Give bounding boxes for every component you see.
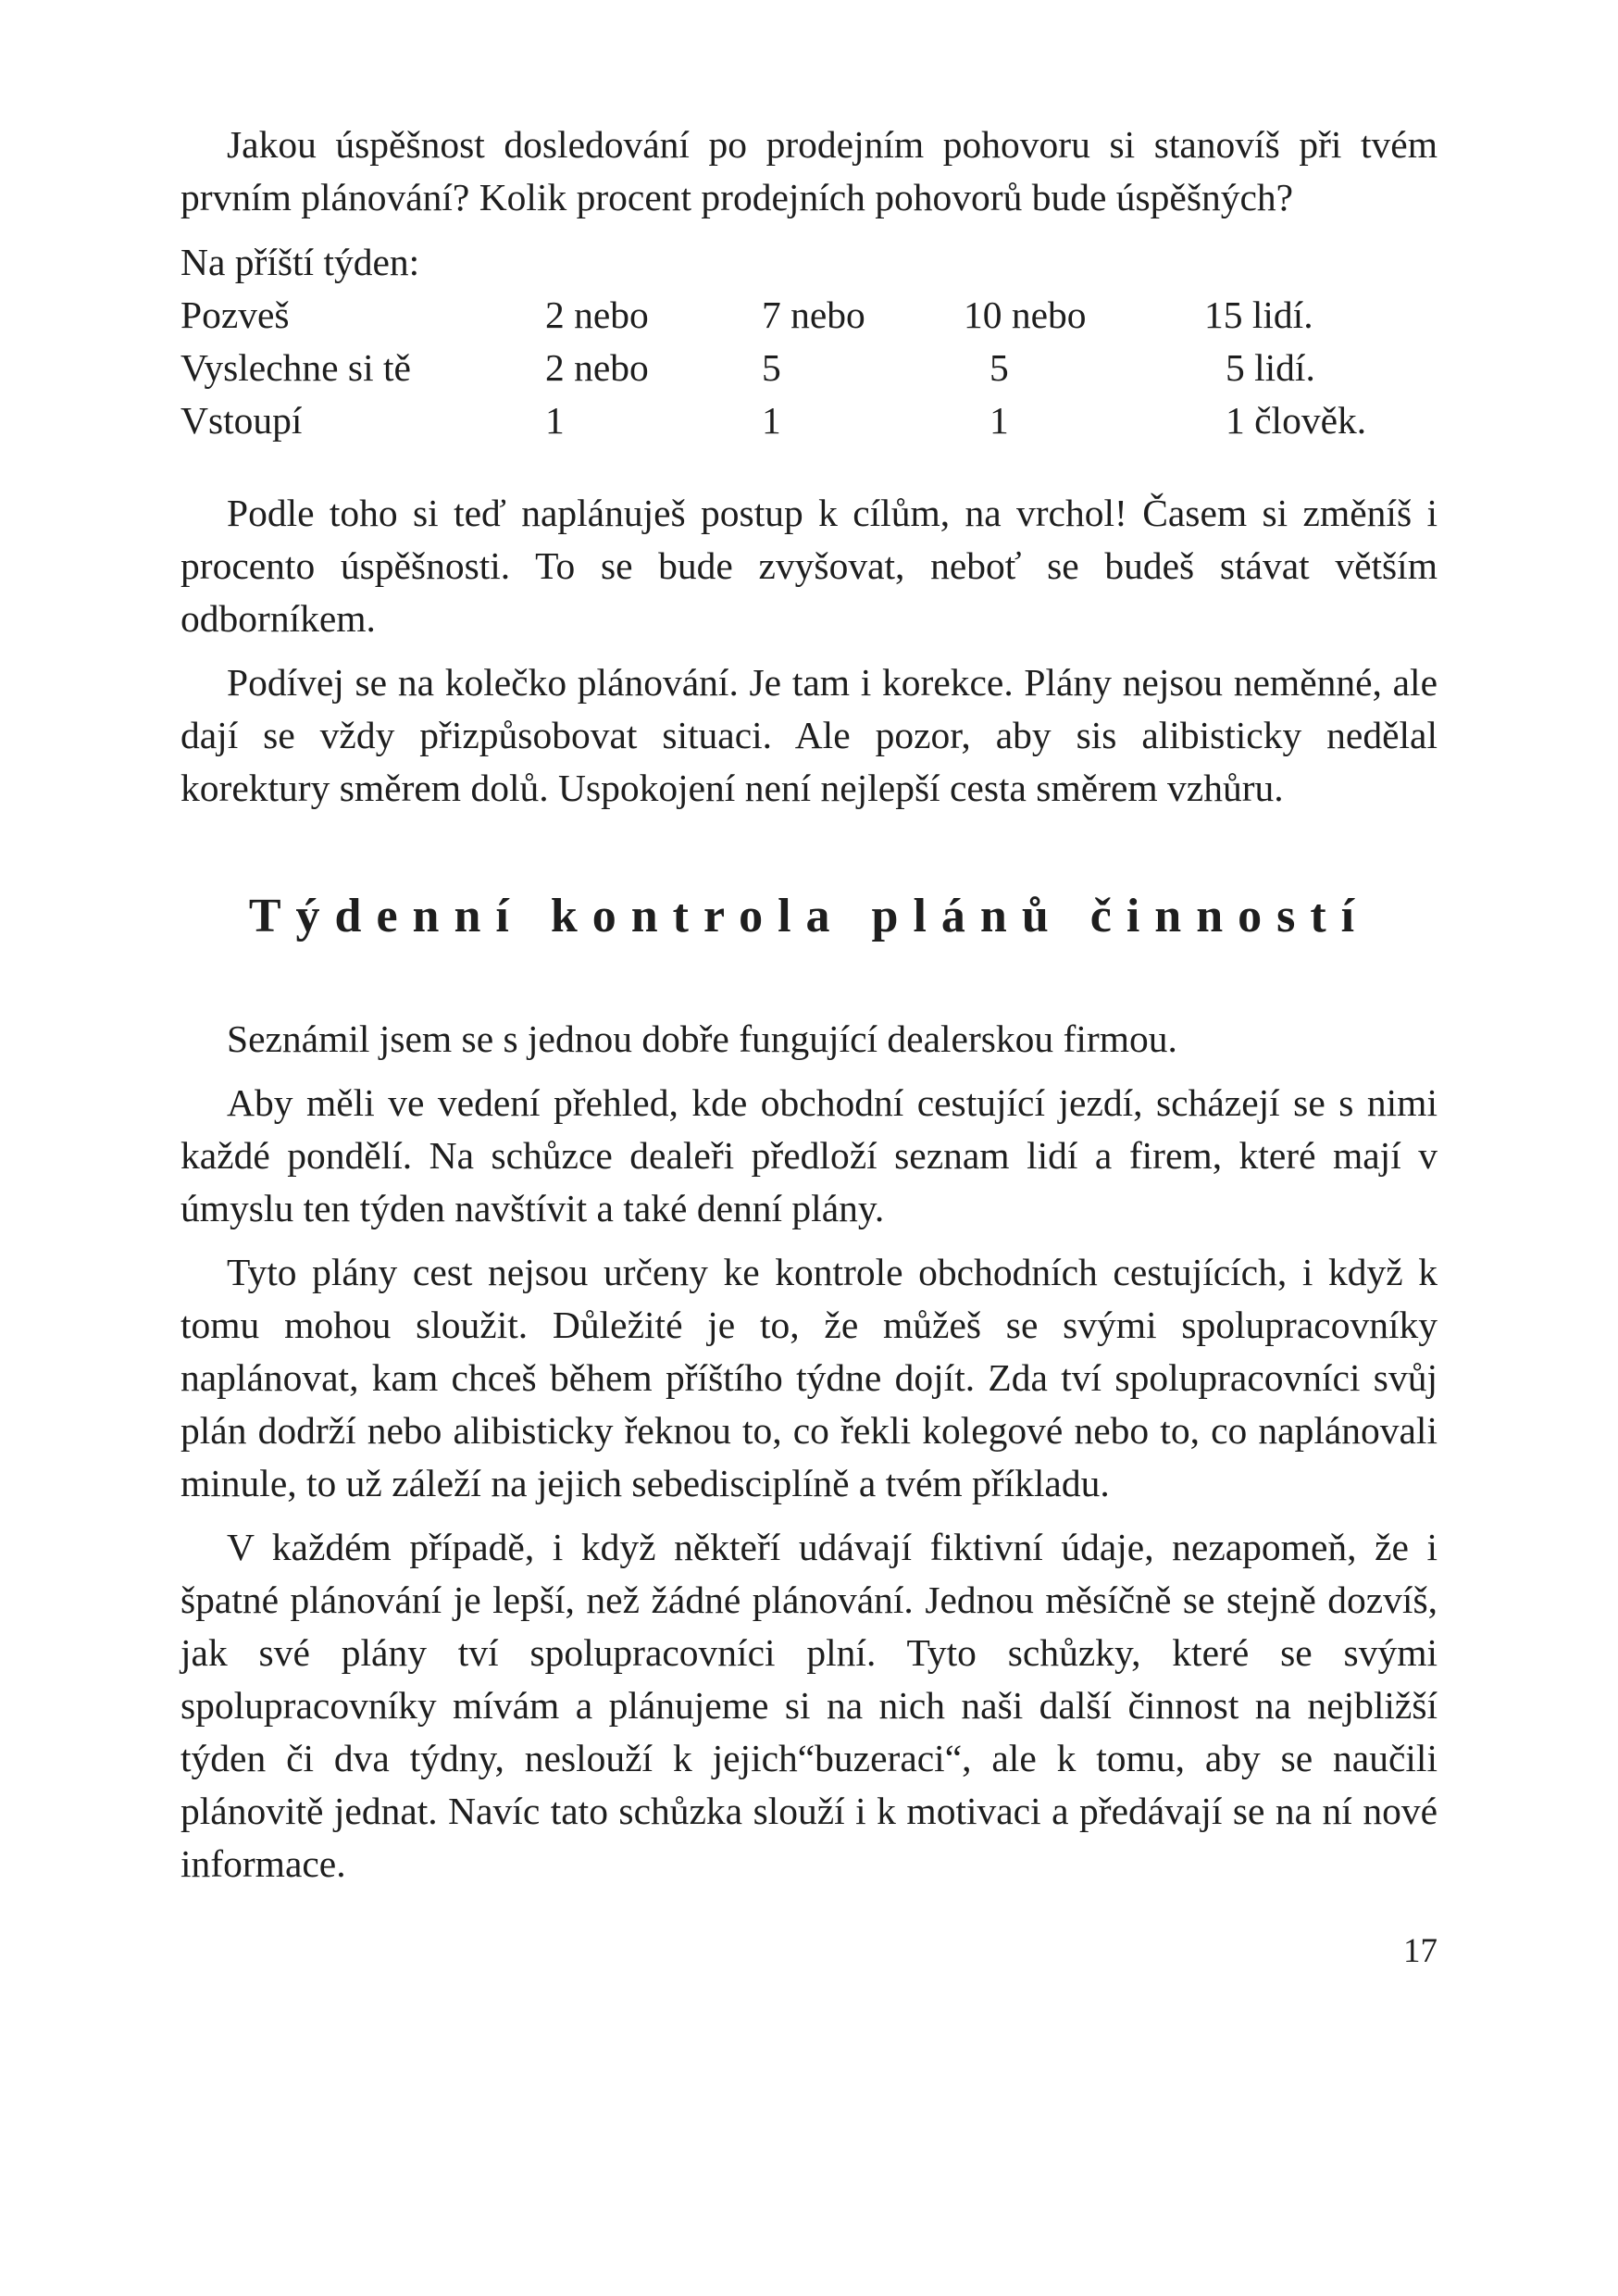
cell: 2 nebo [545,293,649,336]
cell: 5 [762,346,781,389]
cell: 5 lidí. [1226,346,1315,389]
cell: 10 nebo [964,293,1087,336]
page-number: 17 [1403,1932,1438,1970]
table-label: Na příští týden: [180,241,420,283]
intro-paragraph: Jakou úspěšnost dosledování po prodejním pohovoru si stanovíš při tvém prvním plánování? Kolik procent prodejních pohovorů bude úspěšných? [180,123,1438,218]
table-row [180,394,1438,447]
row-label: Vyslechne si tě [180,346,411,389]
plan-table [180,236,1438,447]
intro-paragraph: Podle toho si teď naplánuješ postup k cílům, na vrchol! Časem si změníš i procento úspěšnosti. To se bude zvyšovat, neboť se budeš stávat větším odborníkem. [180,492,1438,640]
table-caption [180,236,1438,289]
cell: 2 nebo [545,346,649,389]
row-label: Vstoupí [180,399,303,442]
cell: 1 člověk. [1226,399,1367,442]
section-paragraph: Tyto plány cest nejsou určeny ke kontrole obchodních cestujících, i když k tomu mohou sloužit. Důležité je to, že můžeš se svými spolupracovníky naplánovat, kam chceš během příštího týdne dojít. Zda tví spolupracovníci svůj plán dodrží nebo alibisticky řeknou to, co řekli kolegové nebo to, co naplánovali minule, to už záleží na jejich sebedisciplíně a tvém příkladu. [180,1251,1438,1504]
table-row [180,289,1438,342]
cell: 5 [989,346,1009,389]
table-row [180,342,1438,394]
cell: 7 nebo [762,293,865,336]
cell: 1 [762,399,781,442]
row-label: Pozveš [180,293,290,336]
cell: 1 [545,399,565,442]
section-paragraph: V každém případě, i když někteří udávají fiktivní údaje, nezapomeň, že i špatné plánování je lepší, než žádné plánování. Jednou měsíčně se stejně dozvíš, jak své plány tví spolupracovníci plní. Tyto schůzky, které se svými spolupracovníky mívám a plánujeme si na nich naši další činnost na nejbližší týden či dva týdny, neslouží k jejich“buzeraci“, ale k tomu, aby se naučili plánovitě jednat. Navíc tato schůzka slouží i k motivaci a předávají se na ní nové informace. [180,1526,1438,1885]
page-content [180,119,1438,1971]
section-heading: Týdenní kontrola plánů činností [248,890,1370,942]
cell: 1 [989,399,1009,442]
section-paragraph: Aby měli ve vedení přehled, kde obchodní cestující jezdí, scházejí se s nimi každé pondělí. Na schůzce dealeři předloží seznam lidí a firem, které mají v úmyslu ten týden navštívit a také denní plány. [180,1081,1438,1229]
section-paragraph: Seznámil jsem se s jednou dobře fungující dealerskou firmou. [227,1017,1177,1060]
intro-paragraph: Podívej se na kolečko plánování. Je tam i korekce. Plány nejsou neměnné, ale dají se vždy přizpůsobovat situaci. Ale pozor, aby sis alibisticky nedělal korektury směrem dolů. Uspokojení není nejlepší cesta směrem vzhůru. [180,661,1438,809]
cell: 15 lidí. [1204,293,1313,336]
